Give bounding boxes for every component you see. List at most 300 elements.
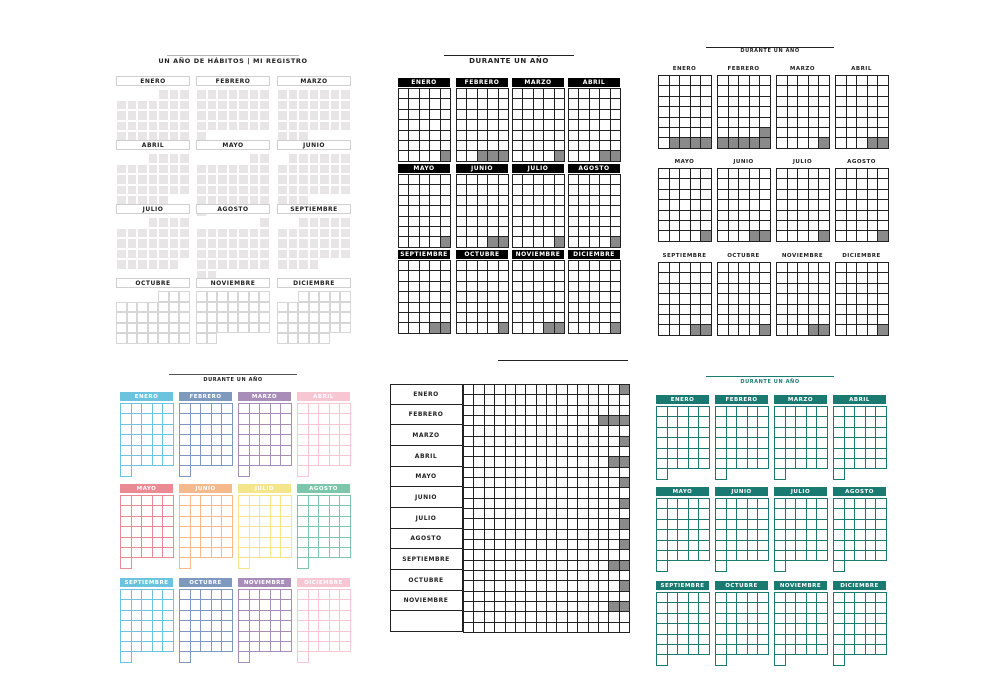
- day-cell: [158, 185, 169, 196]
- day-cell: [196, 259, 207, 270]
- day-cell: [277, 312, 288, 323]
- day-cell: [288, 185, 299, 196]
- month-label: MARZO: [277, 76, 351, 86]
- day-cell: [116, 312, 127, 323]
- day-cell: [158, 312, 169, 323]
- month-label: FEBRERO: [456, 78, 508, 87]
- day-cell: [309, 153, 320, 164]
- month-label: JUNIO: [456, 164, 508, 173]
- day-cell: [309, 312, 320, 323]
- day-cell: [179, 238, 190, 249]
- day-cell: [309, 164, 320, 175]
- month-label: AGOSTO: [833, 487, 886, 496]
- day-cell: [319, 121, 330, 132]
- day-cell: [127, 312, 138, 323]
- day-cell: [280, 547, 292, 558]
- day-cell: [319, 153, 330, 164]
- day-cell: [127, 323, 138, 334]
- day-cell: [169, 164, 180, 175]
- day-cell: [137, 228, 148, 239]
- day-cell: [162, 547, 174, 558]
- day-cell: [340, 249, 351, 260]
- day-cell: [148, 185, 159, 196]
- day-cell: [554, 150, 565, 161]
- day-cell: [818, 324, 830, 335]
- month-label: AGOSTO: [196, 204, 270, 214]
- day-cell: [162, 641, 174, 652]
- day-cell: [340, 185, 351, 196]
- day-cell: [217, 302, 228, 313]
- day-cell: [238, 228, 249, 239]
- day-cell: [340, 302, 351, 313]
- day-cell: [249, 110, 260, 121]
- day-cell: [127, 164, 138, 175]
- day-cell: [158, 110, 169, 121]
- day-cell: [330, 89, 341, 100]
- day-cell: [340, 121, 351, 132]
- day-cell: [116, 100, 127, 111]
- day-cell: [816, 644, 828, 655]
- month-label: DICIEMBRE: [297, 578, 350, 587]
- month-label: MAYO: [120, 484, 173, 493]
- month-label: AGOSTO: [297, 484, 350, 493]
- day-cell: [288, 228, 299, 239]
- day-cell: [340, 153, 351, 164]
- template-title: DURANTE UN AÑO: [740, 379, 800, 385]
- day-cell: [196, 302, 207, 313]
- day-cell: [339, 455, 351, 466]
- day-cell: [179, 557, 191, 568]
- day-cell: [319, 217, 330, 228]
- day-cell: [148, 217, 159, 228]
- month-label: MARZO: [774, 395, 827, 404]
- month-label: ENERO: [672, 65, 697, 72]
- month-row-label: MAYO: [390, 467, 463, 488]
- day-cell: [179, 302, 190, 313]
- day-cell: [757, 458, 769, 469]
- day-cell: [158, 249, 169, 260]
- day-cell: [207, 302, 218, 313]
- month-label: MAYO: [196, 140, 270, 150]
- day-cell: [249, 185, 260, 196]
- month-label: SEPTIEMBRE: [656, 581, 709, 590]
- day-cell: [158, 217, 169, 228]
- day-cell: [288, 323, 299, 334]
- day-cell: [259, 302, 270, 313]
- day-cell: [148, 121, 159, 132]
- month-label: JULIO: [792, 158, 813, 165]
- day-cell: [330, 121, 341, 132]
- day-cell: [207, 228, 218, 239]
- day-cell: [759, 324, 771, 335]
- title-divider: [706, 47, 834, 48]
- day-cell: [498, 150, 509, 161]
- day-cell: [238, 291, 249, 302]
- day-cell: [238, 249, 249, 260]
- day-cell: [715, 468, 727, 479]
- day-cell: [217, 164, 228, 175]
- day-cell: [169, 110, 180, 121]
- day-cell: [217, 291, 228, 302]
- day-cell: [148, 259, 159, 270]
- day-cell: [330, 174, 341, 185]
- day-cell: [228, 174, 239, 185]
- day-cell: [330, 302, 341, 313]
- day-cell: [116, 121, 127, 132]
- month-label: JULIO: [238, 484, 291, 493]
- day-cell: [875, 550, 887, 561]
- month-label: MARZO: [238, 392, 291, 401]
- month-label: SEPTIEMBRE: [120, 578, 173, 587]
- day-cell: [330, 228, 341, 239]
- day-cell: [196, 228, 207, 239]
- month-label: FEBRERO: [179, 392, 232, 401]
- day-cell: [137, 312, 148, 323]
- day-cell: [877, 324, 889, 335]
- day-cell: [259, 100, 270, 111]
- day-cell: [169, 323, 180, 334]
- day-cell: [259, 110, 270, 121]
- day-cell: [196, 100, 207, 111]
- day-cell: [169, 89, 180, 100]
- day-cell: [116, 302, 127, 313]
- day-cell: [339, 641, 351, 652]
- day-cell: [196, 185, 207, 196]
- day-cell: [228, 100, 239, 111]
- day-cell: [757, 644, 769, 655]
- day-cell: [610, 322, 621, 333]
- template-title: DURANTE UN AÑO: [740, 48, 800, 54]
- day-cell: [148, 323, 159, 334]
- month-row-label: ENERO: [390, 384, 463, 405]
- day-cell: [158, 164, 169, 175]
- month-row-label: NOVIEMBRE: [390, 591, 463, 612]
- day-cell: [169, 259, 180, 270]
- day-cell: [340, 228, 351, 239]
- day-cell: [158, 238, 169, 249]
- month-label: ABRIL: [116, 140, 190, 150]
- month-label: AGOSTO: [847, 158, 876, 165]
- day-cell: [238, 121, 249, 132]
- day-cell: [137, 164, 148, 175]
- day-cell: [330, 217, 341, 228]
- day-cell: [207, 259, 218, 270]
- day-cell: [277, 164, 288, 175]
- day-cell: [169, 153, 180, 164]
- day-cell: [228, 164, 239, 175]
- month-label: JULIO: [774, 487, 827, 496]
- day-cell: [298, 89, 309, 100]
- month-label: NOVIEMBRE: [512, 250, 564, 259]
- month-label: OCTUBRE: [715, 581, 768, 590]
- day-cell: [774, 560, 786, 571]
- day-cell: [319, 228, 330, 239]
- day-cell: [196, 249, 207, 260]
- day-cell: [207, 185, 218, 196]
- day-cell: [207, 249, 218, 260]
- day-cell: [196, 291, 207, 302]
- day-cell: [127, 333, 138, 344]
- day-cell: [288, 333, 299, 344]
- day-cell: [127, 110, 138, 121]
- day-cell: [249, 259, 260, 270]
- month-label: NOVIEMBRE: [196, 278, 270, 288]
- day-cell: [249, 249, 260, 260]
- day-cell: [309, 259, 320, 270]
- day-cell: [259, 228, 270, 239]
- day-cell: [137, 249, 148, 260]
- day-cell: [298, 153, 309, 164]
- day-cell: [288, 100, 299, 111]
- day-cell: [179, 249, 190, 260]
- month-label: FEBRERO: [196, 76, 270, 86]
- day-cell: [319, 238, 330, 249]
- day-cell: [259, 217, 270, 228]
- day-cell: [757, 550, 769, 561]
- day-cell: [277, 110, 288, 121]
- day-cell: [700, 324, 712, 335]
- day-cell: [228, 312, 239, 323]
- day-cell: [298, 174, 309, 185]
- day-cell: [116, 333, 127, 344]
- day-cell: [319, 249, 330, 260]
- day-cell: [137, 302, 148, 313]
- day-cell: [319, 291, 330, 302]
- day-cell: [818, 230, 830, 241]
- month-label: ABRIL: [833, 395, 886, 404]
- day-cell: [298, 110, 309, 121]
- month-label: JUNIO: [277, 140, 351, 150]
- day-cell: [196, 121, 207, 132]
- day-cell: [330, 185, 341, 196]
- day-cell: [249, 174, 260, 185]
- day-cell: [228, 238, 239, 249]
- day-cell: [127, 259, 138, 270]
- day-cell: [309, 228, 320, 239]
- day-cell: [259, 323, 270, 334]
- day-cell: [217, 249, 228, 260]
- day-cell: [330, 291, 341, 302]
- day-cell: [340, 217, 351, 228]
- day-cell: [228, 185, 239, 196]
- day-cell: [116, 110, 127, 121]
- month-label: MARZO: [512, 78, 564, 87]
- day-cell: [259, 174, 270, 185]
- day-cell: [759, 230, 771, 241]
- day-cell: [309, 121, 320, 132]
- month-label: JUNIO: [179, 484, 232, 493]
- day-cell: [877, 137, 889, 148]
- day-cell: [179, 217, 190, 228]
- month-label: MAYO: [656, 487, 709, 496]
- day-cell: [288, 110, 299, 121]
- month-label: SEPTIEMBRE: [398, 250, 450, 259]
- day-cell: [700, 137, 712, 148]
- day-cell: [228, 249, 239, 260]
- day-cell: [196, 174, 207, 185]
- day-cell: [127, 185, 138, 196]
- day-cell: [217, 259, 228, 270]
- day-cell: [277, 333, 288, 344]
- day-cell: [619, 622, 630, 633]
- month-label: ENERO: [398, 78, 450, 87]
- day-cell: [169, 333, 180, 344]
- day-cell: [217, 238, 228, 249]
- day-cell: [277, 174, 288, 185]
- day-cell: [700, 230, 712, 241]
- day-cell: [288, 121, 299, 132]
- day-cell: [148, 312, 159, 323]
- day-cell: [330, 249, 341, 260]
- day-cell: [298, 228, 309, 239]
- month-row-label: FEBRERO: [390, 405, 463, 426]
- day-cell: [228, 323, 239, 334]
- day-cell: [288, 238, 299, 249]
- day-cell: [816, 458, 828, 469]
- day-cell: [774, 468, 786, 479]
- day-cell: [228, 291, 239, 302]
- day-cell: [249, 89, 260, 100]
- title-divider: [498, 360, 628, 361]
- day-cell: [816, 550, 828, 561]
- day-cell: [137, 259, 148, 270]
- day-cell: [207, 89, 218, 100]
- day-cell: [148, 302, 159, 313]
- title-divider: [706, 376, 834, 377]
- day-cell: [238, 110, 249, 121]
- day-cell: [277, 185, 288, 196]
- day-cell: [298, 217, 309, 228]
- month-row-label: JULIO: [390, 508, 463, 529]
- month-label: DICIEMBRE: [833, 581, 886, 590]
- day-cell: [221, 547, 233, 558]
- day-cell: [498, 236, 509, 247]
- day-cell: [228, 259, 239, 270]
- day-cell: [698, 550, 710, 561]
- day-cell: [288, 312, 299, 323]
- day-cell: [137, 333, 148, 344]
- day-cell: [319, 312, 330, 323]
- month-row-label: OCTUBRE: [390, 570, 463, 591]
- month-label: ABRIL: [297, 392, 350, 401]
- day-cell: [207, 291, 218, 302]
- day-cell: [298, 100, 309, 111]
- day-cell: [162, 455, 174, 466]
- month-label: ENERO: [120, 392, 173, 401]
- day-cell: [340, 291, 351, 302]
- day-cell: [196, 238, 207, 249]
- day-cell: [158, 259, 169, 270]
- month-label: OCTUBRE: [456, 250, 508, 259]
- day-cell: [169, 100, 180, 111]
- day-cell: [169, 121, 180, 132]
- day-cell: [217, 228, 228, 239]
- month-row-label: JUNIO: [390, 487, 463, 508]
- day-cell: [127, 228, 138, 239]
- day-cell: [221, 455, 233, 466]
- day-cell: [656, 468, 668, 479]
- day-cell: [259, 121, 270, 132]
- day-cell: [148, 228, 159, 239]
- day-cell: [116, 185, 127, 196]
- month-label: ABRIL: [568, 78, 620, 87]
- day-cell: [158, 291, 169, 302]
- day-cell: [116, 228, 127, 239]
- day-cell: [179, 100, 190, 111]
- day-cell: [158, 174, 169, 185]
- day-cell: [440, 322, 451, 333]
- day-cell: [217, 121, 228, 132]
- day-cell: [259, 89, 270, 100]
- day-cell: [309, 333, 320, 344]
- day-cell: [137, 185, 148, 196]
- day-cell: [259, 164, 270, 175]
- day-cell: [127, 249, 138, 260]
- day-cell: [309, 302, 320, 313]
- day-cell: [277, 238, 288, 249]
- day-cell: [330, 100, 341, 111]
- day-cell: [207, 323, 218, 334]
- day-cell: [715, 560, 727, 571]
- month-label: ENERO: [116, 76, 190, 86]
- day-cell: [298, 333, 309, 344]
- day-cell: [309, 249, 320, 260]
- day-cell: [309, 217, 320, 228]
- day-cell: [196, 323, 207, 334]
- day-cell: [217, 312, 228, 323]
- day-cell: [249, 302, 260, 313]
- day-cell: [120, 465, 132, 476]
- month-row-label: [390, 611, 463, 632]
- day-cell: [759, 137, 771, 148]
- day-cell: [169, 302, 180, 313]
- day-cell: [148, 100, 159, 111]
- month-label: SEPTIEMBRE: [277, 204, 351, 214]
- day-cell: [116, 323, 127, 334]
- title-divider: [169, 374, 297, 375]
- day-cell: [259, 249, 270, 260]
- day-cell: [116, 174, 127, 185]
- day-cell: [238, 185, 249, 196]
- day-cell: [148, 333, 159, 344]
- day-cell: [158, 121, 169, 132]
- day-cell: [238, 89, 249, 100]
- day-cell: [319, 323, 330, 334]
- day-cell: [217, 174, 228, 185]
- day-cell: [298, 323, 309, 334]
- day-cell: [298, 249, 309, 260]
- day-cell: [340, 110, 351, 121]
- day-cell: [280, 641, 292, 652]
- day-cell: [833, 468, 845, 479]
- day-cell: [207, 100, 218, 111]
- day-cell: [818, 137, 830, 148]
- day-cell: [169, 291, 180, 302]
- day-cell: [774, 654, 786, 665]
- day-cell: [127, 100, 138, 111]
- day-cell: [217, 100, 228, 111]
- month-label: MARZO: [789, 65, 816, 72]
- day-cell: [127, 121, 138, 132]
- day-cell: [610, 236, 621, 247]
- day-cell: [298, 312, 309, 323]
- month-label: NOVIEMBRE: [781, 252, 824, 259]
- day-cell: [309, 238, 320, 249]
- day-cell: [179, 174, 190, 185]
- template-title: UN AÑO DE HÁBITOS | MI REGISTRO: [158, 57, 308, 65]
- day-cell: [179, 185, 190, 196]
- day-cell: [148, 110, 159, 121]
